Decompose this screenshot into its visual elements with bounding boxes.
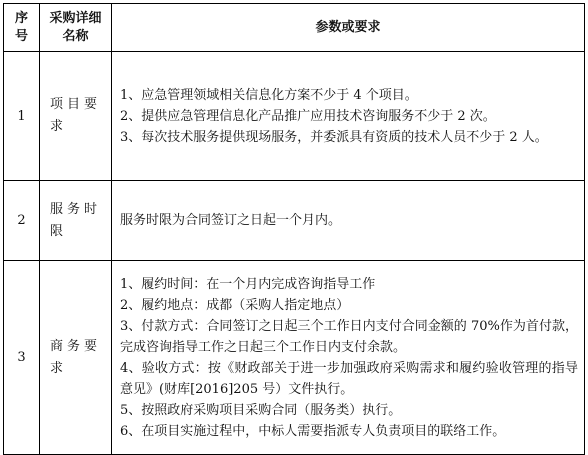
row-item-name: 服务时限: [40, 181, 112, 261]
header-name-label: 采购详细名称: [49, 10, 102, 44]
row-number: 1: [4, 52, 40, 181]
requirements-table: [3, 3, 585, 455]
requirement-line: 服务时限为合同签订之日起一个月内。: [120, 213, 342, 228]
table-row: [4, 52, 585, 181]
requirement-line: 2、提供应急管理信息化产品推广应用技术咨询服务不少于 2 次。: [120, 108, 496, 124]
requirement-line: 6、在项目实施过程中，中标人需要指派专人负责项目的联络工作。: [120, 423, 506, 439]
requirement-line: 3、每次技术服务提供现场服务，并委派具有资质的技术人员不少于 2 人。: [120, 129, 548, 145]
header-desc-label: 参数或要求: [315, 19, 381, 35]
table-row: [4, 261, 585, 455]
row-number: 2: [4, 181, 40, 261]
requirement-line: 5、按照政府采购项目采购合同（服务类）执行。: [120, 402, 402, 418]
row-requirements: [112, 181, 585, 261]
header-no-label: 序号: [14, 10, 28, 44]
row-requirements: [112, 52, 585, 181]
header-cell-name: [40, 4, 112, 52]
row-requirements: [112, 261, 585, 455]
table-row: [4, 181, 585, 261]
row-item-name: 项目要求: [40, 52, 112, 181]
requirement-line: 2、履约地点：成都（采购人指定地点）: [120, 297, 350, 313]
table-header-row: [4, 4, 585, 52]
requirement-line: 4、验收方式：按《财政部关于进一步加强政府采购需求和履约验收管理的指导意见》(财库[2016]205 号）文件执行。: [120, 360, 578, 397]
requirement-line: 1、应急管理领域相关信息化方案不少于 4 个项目。: [120, 87, 418, 103]
row-number: 3: [4, 261, 40, 455]
header-cell-desc: [112, 4, 585, 52]
requirement-line: 1、履约时间：在一个月内完成咨询指导工作: [120, 276, 376, 292]
row-item-name: 商务要求: [40, 261, 112, 455]
requirement-line: 3、付款方式：合同签订之日起三个工作日内支付合同金额的 70%作为首付款，完成咨询指导工作之日起三个工作日内支付余款。: [120, 318, 578, 355]
header-cell-no: [4, 4, 40, 52]
